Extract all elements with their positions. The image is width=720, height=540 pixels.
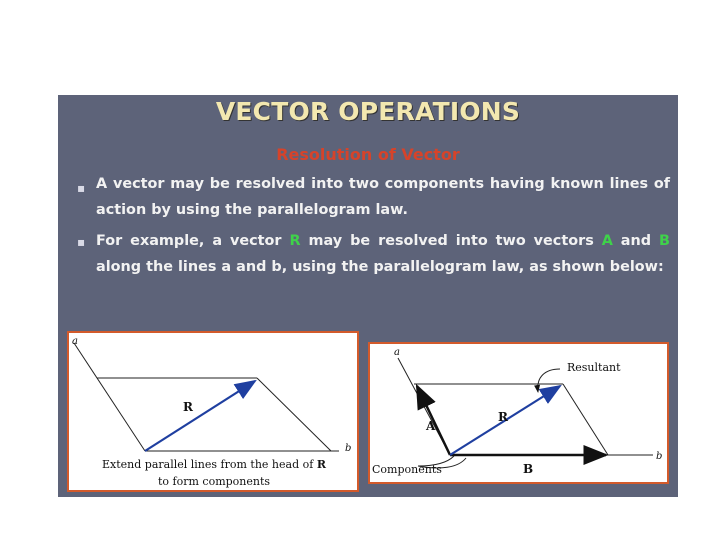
label-a: a bbox=[394, 347, 400, 358]
label-b: b bbox=[345, 443, 352, 454]
slide-title: VECTOR OPERATIONS bbox=[215, 97, 521, 126]
figure-left-diagram bbox=[69, 333, 357, 490]
bullet-square-icon: ▪ bbox=[77, 181, 86, 195]
figure-right-panel bbox=[368, 342, 669, 484]
vector-R-arrow bbox=[145, 381, 255, 451]
figure-right-diagram bbox=[370, 344, 667, 482]
label-R: R bbox=[183, 400, 193, 414]
caption-line-1: Extend parallel lines from the head of R bbox=[102, 458, 326, 471]
label-b: b bbox=[656, 451, 663, 462]
bullet-text-2: For example, a vector R may be resolved into two vectors A and B along the lines a and b, using the parallelogram law, as shown below: bbox=[96, 233, 670, 275]
label-components: Components bbox=[372, 463, 442, 476]
label-a: a bbox=[72, 336, 78, 347]
label-A: A bbox=[426, 419, 436, 433]
figure-left-panel bbox=[67, 331, 359, 492]
slide-subtitle: Resolution of Vector bbox=[276, 145, 460, 164]
line-a bbox=[74, 343, 145, 451]
parallel-line-right bbox=[563, 384, 608, 455]
bullet-square-icon: ▪ bbox=[77, 235, 86, 249]
parallel-line-right bbox=[257, 378, 331, 451]
slide bbox=[58, 95, 678, 497]
label-resultant: Resultant bbox=[567, 361, 621, 374]
label-R: R bbox=[498, 410, 508, 424]
label-B: B bbox=[523, 462, 534, 476]
bullet-text-1: A vector may be resolved into two components having known lines of action by using the parallelogram law. bbox=[96, 176, 670, 218]
caption-line-2: to form components bbox=[158, 475, 271, 488]
